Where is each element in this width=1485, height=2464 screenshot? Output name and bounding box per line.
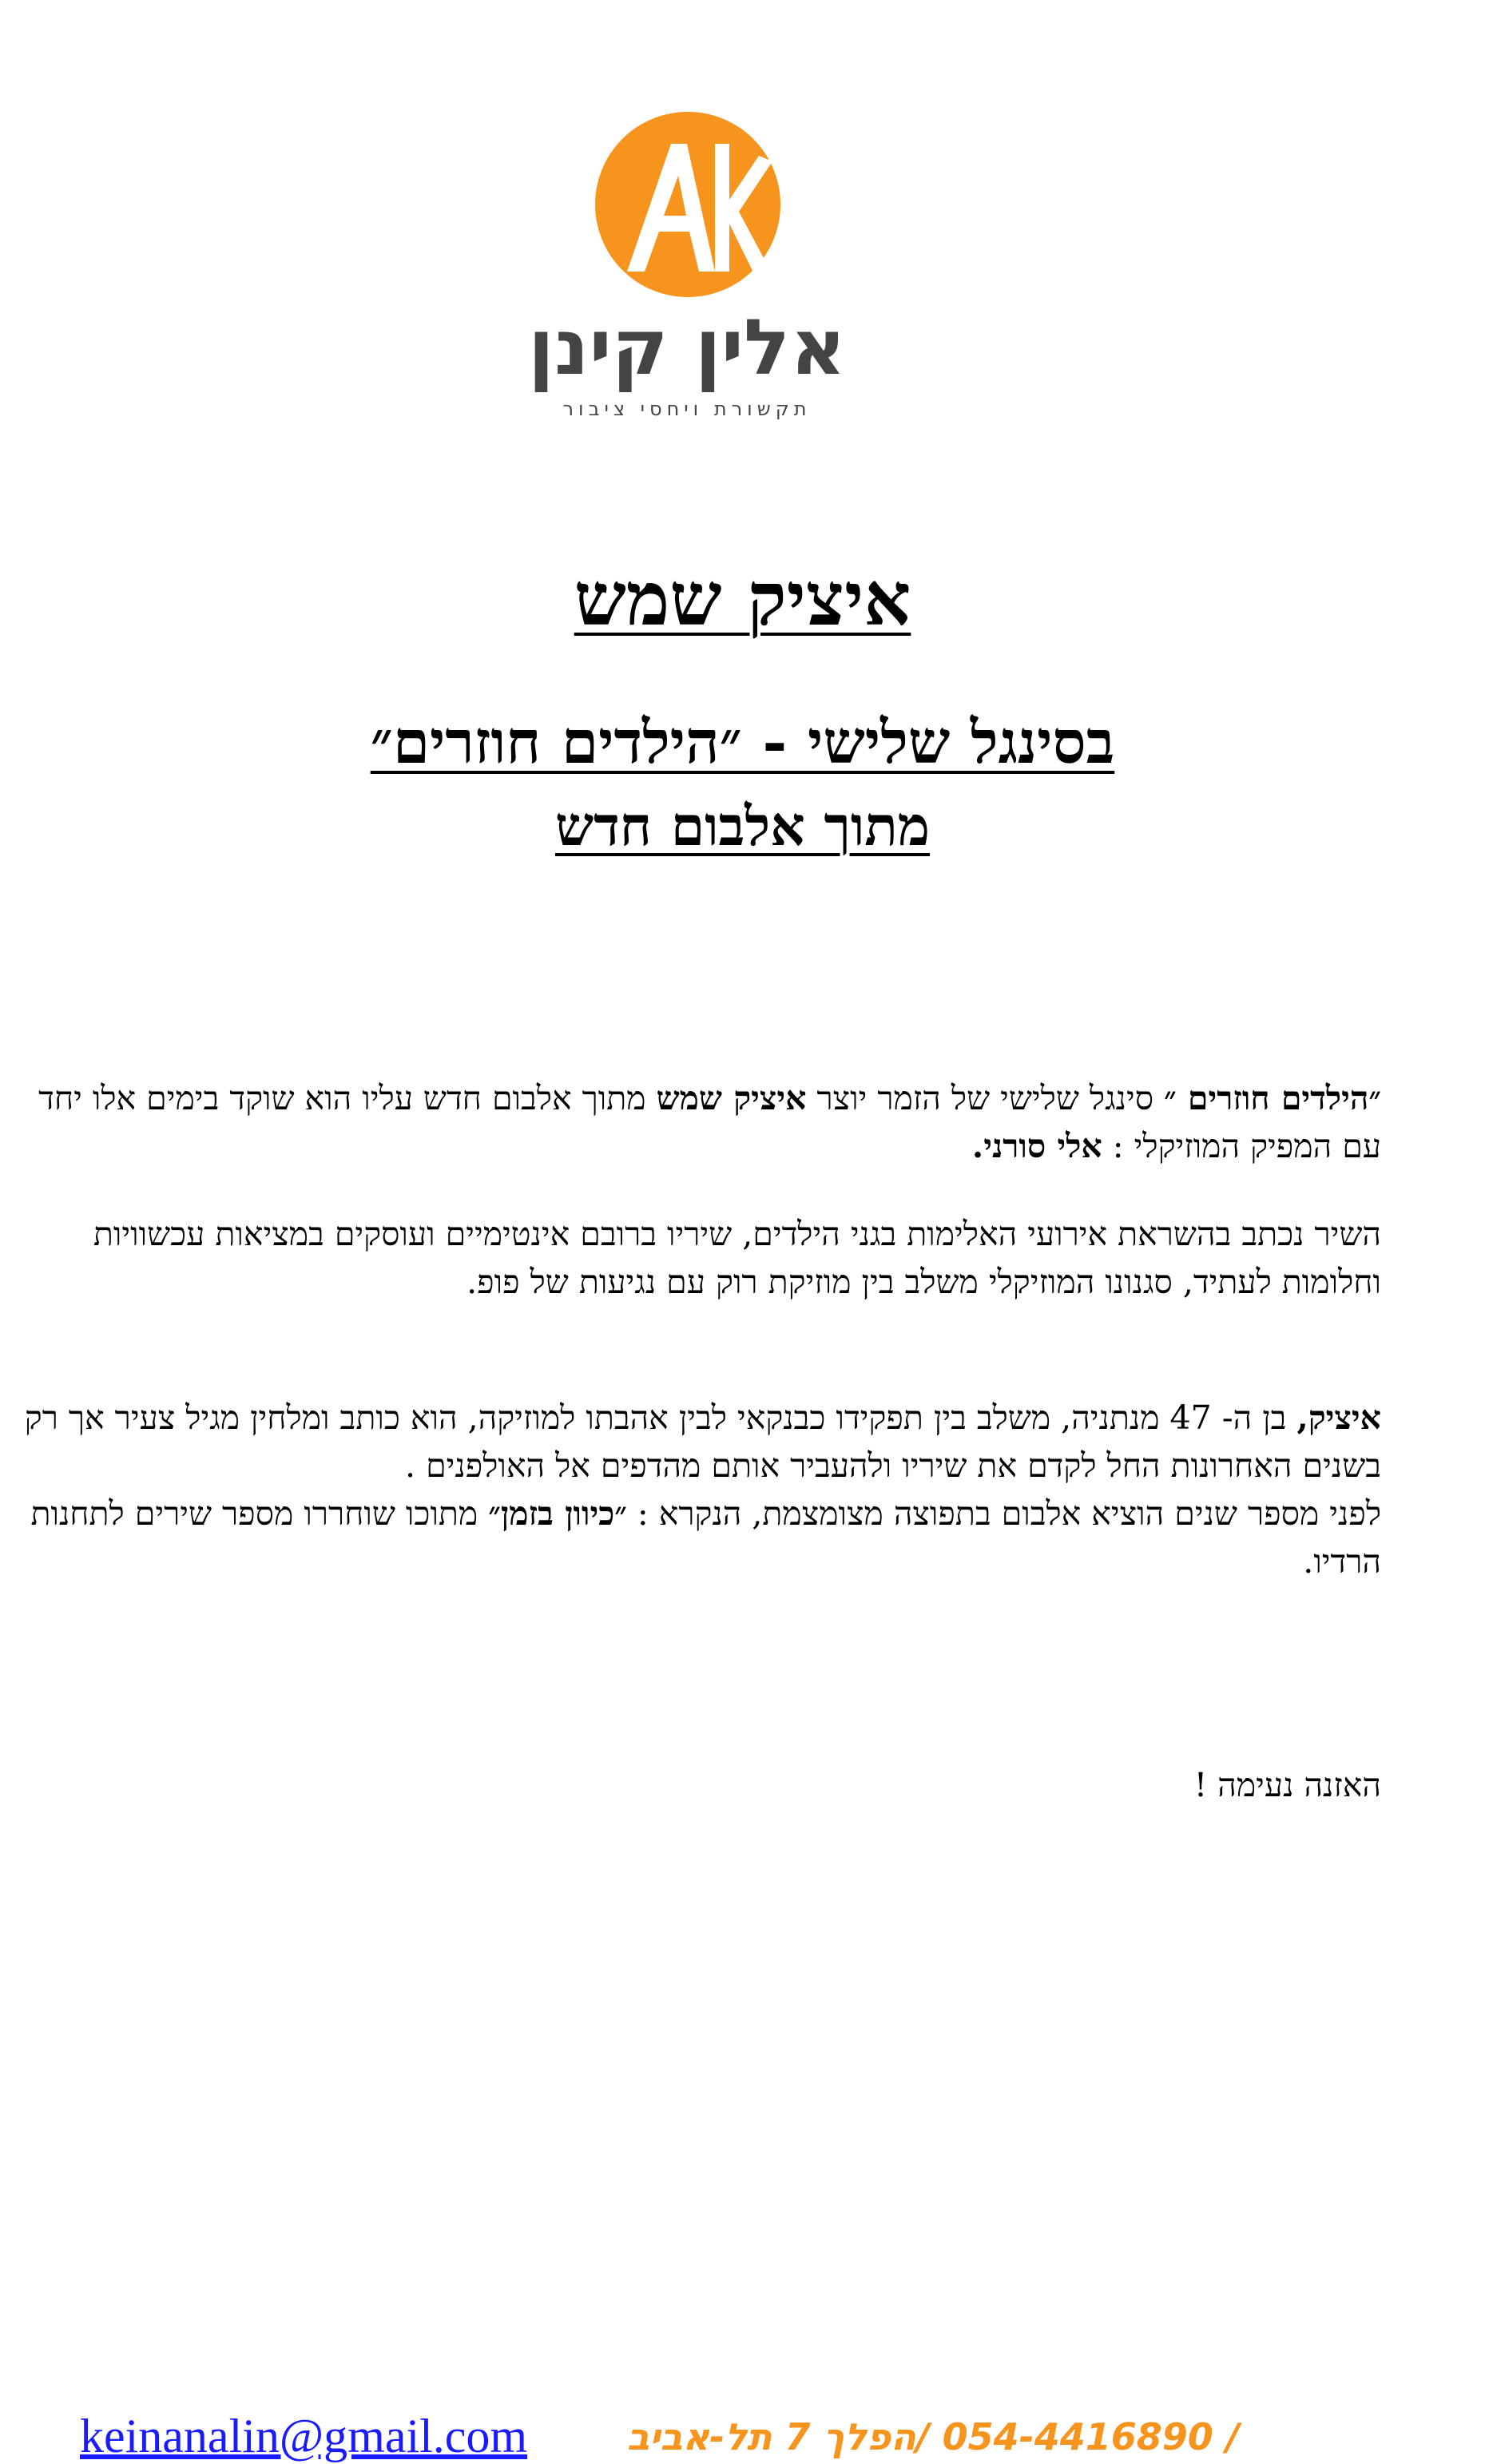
ak-monogram-icon [595,112,780,297]
producer-name: אלי סורני. [971,1127,1102,1165]
footer [80,2408,1294,2464]
artist-first-name: איציק, [1296,1399,1381,1437]
album-name: ״כיוון בזמן״ [488,1494,627,1533]
logo-name: אלין קינן [527,303,846,392]
bio-text-1: בן ה- 47 מנתניה, משלב בין תפקידו כבנקאי לבין אהבתו למוזיקה, הוא כותב ומלחין מגיל צעיר אך רק בשנים האחרונות החל לקדם את שיריו ולהעביר אותם מהדפים אל האולפנים . [24,1399,1381,1485]
paragraph-artist-bio [7,1394,1381,1585]
bio-text-3: מתוכו שוחררו מספר שירים לתחנות הרדיו. [30,1494,1381,1581]
contact-address-phone: / 054-4416890 /הפלך 7 תל-אביב [627,2415,1240,2458]
company-logo [527,104,847,423]
closing-line: האזנה נעימה ! [1193,1766,1381,1804]
subtitle-line-2: מתוך אלבום חדש [554,795,931,859]
email-link[interactable]: keinanalin@gmail.com [80,2410,528,2462]
paragraph-intro [7,1074,1381,1170]
paragraph-song-description: השיר נכתב בהשראת אירועי האלימות בגני הילדים, שיריו ברובם אינטימיים ועוסקים במציאות עכשוויות וחלומות לעתיד, סגנונו המוזיקלי משלב בין מוזיקת רוק עם נגיעות של פופ. [93,1215,1381,1301]
page-title: איציק שמש [574,556,911,642]
intro-text-2: מתוך אלבום חדש עליו הוא שוקד בימים אלו יחד עם המפיק המוזיקלי : [38,1079,1381,1165]
bio-text-2: לפני מספר שנים הוציא אלבום בתפוצה מצומצמת, הנקרא : [626,1494,1381,1533]
intro-text-1: סינגל שלישי של הזמר יוצר [806,1079,1165,1117]
song-name: ״הילדים חוזרים ״ [1164,1079,1381,1117]
subtitle-line-1: בסינגל שלישי - ״הילדים חוזרים״ [370,708,1115,777]
logo-tagline: תקשורת ויחסי ציבור [562,398,812,420]
ak-letters-icon [595,112,780,297]
artist-name: איציק שמש [656,1079,807,1117]
